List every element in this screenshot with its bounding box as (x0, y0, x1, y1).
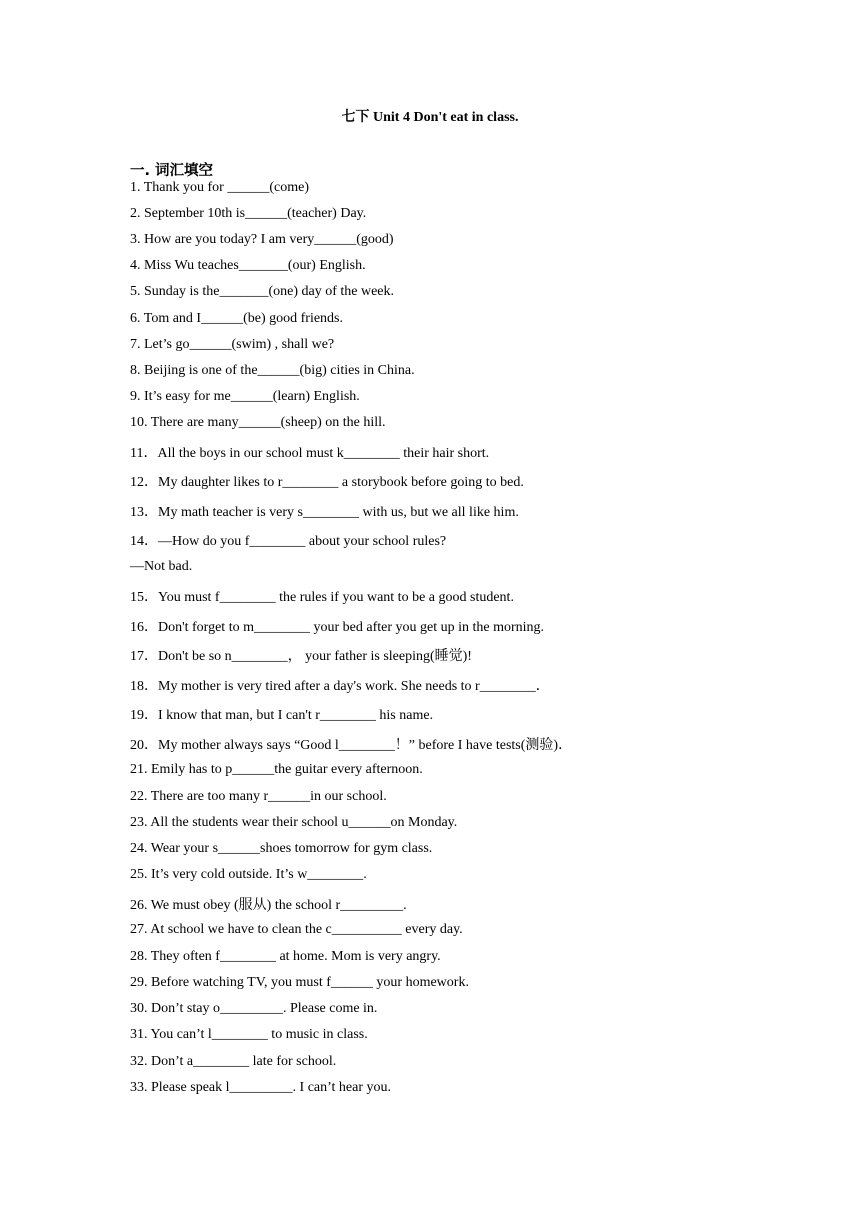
exercise-line: 2. September 10th is______(teacher) Day. (130, 206, 367, 221)
exercise-line: 24. Wear your s______shoes tomorrow for gym class. (130, 841, 433, 856)
exercise-line: 1. Thank you for ______(come) (130, 180, 309, 195)
exercise-line: 25. It’s very cold outside. It’s w________. (130, 867, 367, 882)
exercise-line: 4. Miss Wu teaches_______(our) English. (130, 258, 366, 273)
exercise-line: 28. They often f________ at home. Mom is very angry. (130, 949, 441, 964)
exercise-line: 26. We must obey (服从) the school r_________. (130, 898, 407, 913)
exercise-line: —Not bad. (130, 559, 193, 574)
exercise-line: 6. Tom and I______(be) good friends. (130, 311, 344, 326)
exercise-line: 7. Let’s go______(swim) , shall we? (130, 337, 335, 352)
exercise-line: 23. All the students wear their school u______on Monday. (130, 815, 458, 830)
exercise-line: 12．My daughter likes to r________ a storybook before going to bed. (130, 475, 524, 490)
exercise-line: 11．All the boys in our school must k________ their hair short. (130, 446, 490, 461)
exercise-line: 14．—How do you f________ about your school rules? (130, 534, 447, 549)
exercise-line: 30. Don’t stay o_________. Please come in. (130, 1001, 378, 1016)
exercise-line: 9. It’s easy for me______(learn) English. (130, 389, 360, 404)
section-heading: 一. 词汇填空 (130, 163, 214, 179)
exercise-line: 13．My math teacher is very s________ with us, but we all like him. (130, 505, 519, 520)
exercise-line: 27. At school we have to clean the c__________ every day. (130, 922, 463, 937)
exercise-line: 3. How are you today? I am very______(good) (130, 232, 394, 247)
exercise-line: 21. Emily has to p______the guitar every afternoon. (130, 762, 423, 777)
exercise-line: 20．My mother always says “Good l________！” before I have tests(测验)． (130, 738, 573, 753)
exercise-line: 32. Don’t a________ late for school. (130, 1054, 337, 1069)
exercise-line: 29. Before watching TV, you must f______ your homework. (130, 975, 469, 990)
exercise-line: 22. There are too many r______in our school. (130, 789, 387, 804)
exercise-line: 33. Please speak l_________. I can’t hear you. (130, 1080, 392, 1095)
exercise-line: 8. Beijing is one of the______(big) cities in China. (130, 363, 415, 378)
document-title: 七下 Unit 4 Don't eat in class. (341, 110, 519, 125)
exercise-line: 18．My mother is very tired after a day's work. She needs to r________． (130, 679, 550, 694)
exercise-line: 10. There are many______(sheep) on the hill. (130, 415, 386, 430)
exercise-line: 31. You can’t l________ to music in class. (130, 1027, 368, 1042)
exercise-line: 17．Don't be so n________， your father is sleeping(睡觉)! (130, 649, 472, 664)
exercise-line: 5. Sunday is the_______(one) day of the week. (130, 284, 394, 299)
exercise-line: 16．Don't forget to m________ your bed after you get up in the morning. (130, 620, 545, 635)
exercise-line: 15．You must f________ the rules if you want to be a good student. (130, 590, 514, 605)
exercise-line: 19．I know that man, but I can't r________ his name. (130, 708, 434, 723)
